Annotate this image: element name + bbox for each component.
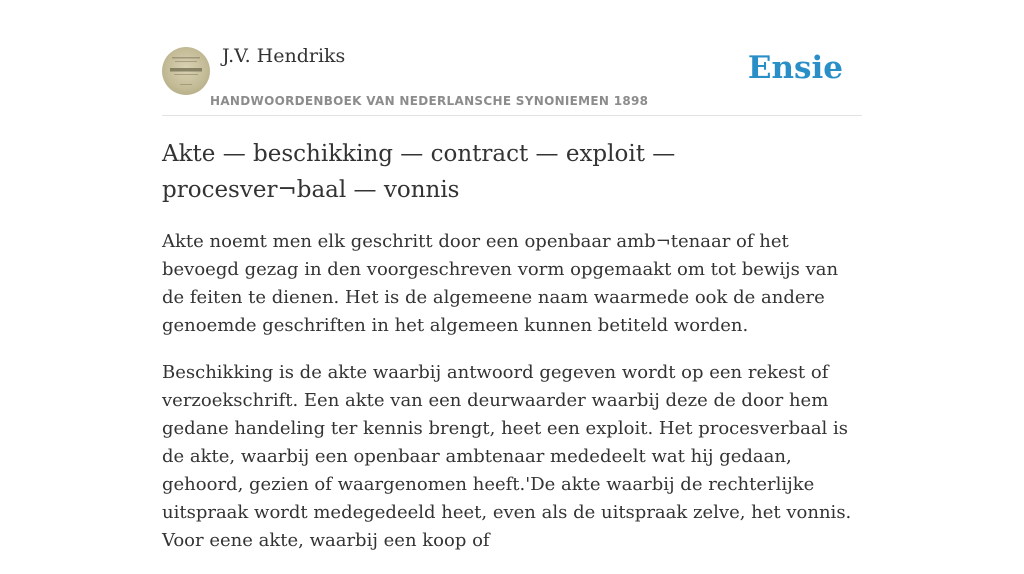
- book-cover-avatar[interactable]: [162, 47, 210, 95]
- ensie-logo[interactable]: Ensie: [747, 50, 843, 86]
- source-title[interactable]: HANDWOORDENBOEK VAN NEDERLANSCHE SYNONIEMEN 1898: [210, 94, 649, 108]
- article-header: [162, 40, 862, 116]
- article-body: [162, 228, 865, 574]
- author-name[interactable]: J.V. Hendriks: [222, 45, 346, 67]
- book-cover-icon: [162, 47, 210, 95]
- article-paragraph: Akte noemt men elk geschritt door een openbaar amb¬tenaar of het bevoegd gezag in den voorgeschreven vorm opgemaakt om tot bewijs van de feiten te dienen. Het is de algemeene naam waarmede ook de andere genoemde geschriften in het algemeen kunnen betiteld worden.: [162, 231, 839, 336]
- article-paragraph: Beschikking is de akte waarbij antwoord gegeven wordt op een rekest of verzoekschrift. Een akte van een deurwaarder waarbij deze de door hem gedane handeling ter kennis brengt, heet een exploit. Het procesverbaal is de akte, waarbij een openbaar ambtenaar mededeelt wat hij gedaan, gehoord, gezien of waargenomen heeft.'De akte waarbij de rechterlijke uitspraak wordt medegedeeld heet, even als de uitspraak zelve, het vonnis. Voor eene akte, waarbij een koop of: [162, 362, 852, 551]
- article-title: Akte — beschikking — contract — exploit — procesver¬baal — vonnis: [162, 141, 676, 203]
